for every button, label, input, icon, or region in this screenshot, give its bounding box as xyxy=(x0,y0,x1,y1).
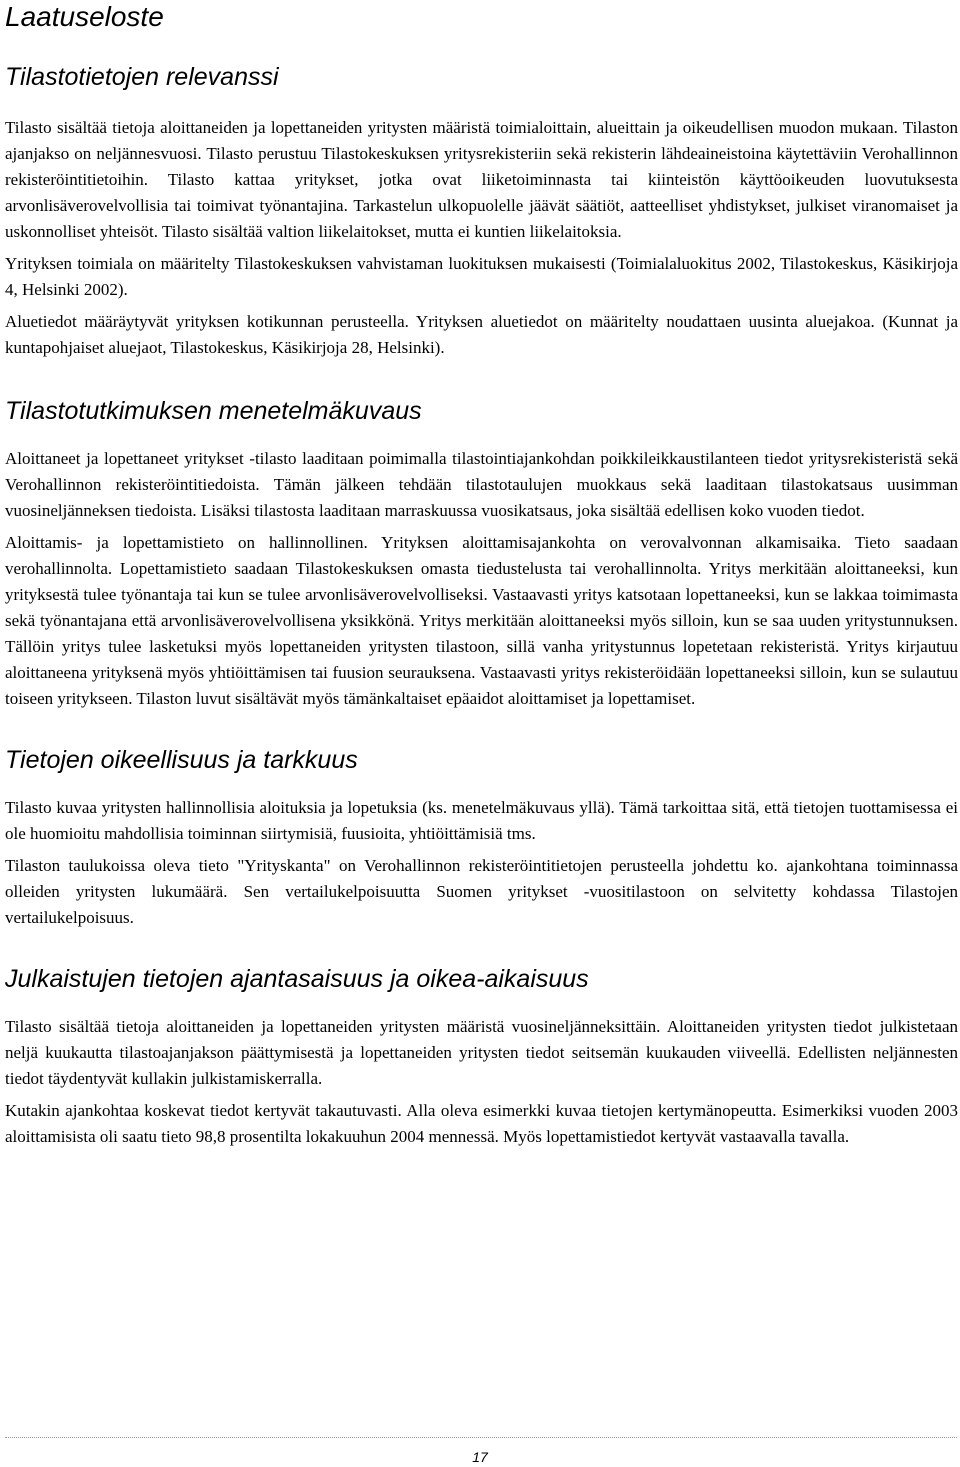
section-heading: Tietojen oikeellisuus ja tarkkuus xyxy=(5,746,358,774)
section-timeliness xyxy=(5,964,958,1150)
document-page xyxy=(5,0,958,1150)
paragraph: Tilasto sisältää tietoja aloittaneiden ja lopettaneiden yritysten määristä vuosineljänneksittäin. Aloittaneiden yritysten tiedot julkistetaan neljä kuukautta tilastoajanjakson päättymisestä ja lopettaneiden yritysten tiedot seitsemän kuukauden viiveellä. Edellisten neljännesten tiedot täydentyvät kullakin julkistamiskerralla. xyxy=(5,1017,958,1088)
paragraph: Tilasto sisältää tietoja aloittaneiden ja lopettaneiden yritysten määristä toimialoittain, alueittain ja oikeudellisen muodon mukaan. Tilaston ajanjakso on neljännesvuosi. Tilasto perustuu Tilastokeskuksen yritysrekisteriin sekä rekisterin lähdeaineistoina käytettäviin Verohallinnon rekisteröintitietoihin. Tilasto kattaa yritykset, jotka ovat liiketoiminnasta tai kiinteistön käyttöoikeuden luovutuksesta arvonlisäverovelvollisia tai toimivat työnantajina. Tarkastelun ulkopuolelle jäävät säätiöt, aatteelliset yhdistykset, julkiset viranomaiset ja uskonnolliset yhteisöt. Tilasto sisältää valtion liikelaitokset, mutta ei kuntien liikelaitoksia. xyxy=(5,118,958,241)
paragraph: Yrityksen toimiala on määritelty Tilastokeskuksen vahvistaman luokituksen mukaisesti (Toimialaluokitus 2002, Tilastokeskus, Käsikirjoja 4, Helsinki 2002). xyxy=(5,254,958,299)
section-heading: Julkaistujen tietojen ajantasaisuus ja oikea-aikaisuus xyxy=(5,965,589,993)
footer-divider xyxy=(5,1437,957,1438)
paragraph: Aloittaneet ja lopettaneet yritykset -tilasto laaditaan poimimalla tilastointiajankohdan poikkileikkaustilanteen tiedot yritysrekisteristä sekä Verohallinnon rekisteröintitiedoista. Tämän jälkeen tehdään tilastotaulujen muokkaus sekä laaditaan tilastokatsaus uusimman vuosineljänneksen tiedoista. Lisäksi tilastosta laaditaan marraskuussa vuosikatsaus, joka sisältää edellisen koko vuoden tiedot. xyxy=(5,449,958,520)
paragraph: Tilasto kuvaa yritysten hallinnollisia aloituksia ja lopetuksia (ks. menetelmäkuvaus yllä). Tämä tarkoittaa sitä, että tietojen tuottamisessa ei ole huomioitu mahdollisia toiminnan siirtymisiä, fuusioita, yhtiöittämisiä tms. xyxy=(5,798,958,843)
section-relevance xyxy=(5,62,958,361)
paragraph: Kutakin ajankohtaa koskevat tiedot kertyvät takautuvasti. Alla oleva esimerkki kuvaa tietojen kertymänopeutta. Esimerkiksi vuoden 2003 aloittamisista oli saatu tieto 98,8 prosentilta lokakuuhun 2004 mennessä. Myös lopettamistiedot kertyvät vastaavalla tavalla. xyxy=(5,1101,958,1146)
page-number: 17 xyxy=(472,1449,488,1465)
paragraph: Aluetiedot määräytyvät yrityksen kotikunnan perusteella. Yrityksen aluetiedot on määritelty noudattaen uusinta aluejakoa. (Kunnat ja kuntapohjaiset aluejaot, Tilastokeskus, Käsikirjoja 28, Helsinki). xyxy=(5,312,958,357)
paragraph: Aloittamis- ja lopettamistieto on hallinnollinen. Yrityksen aloittamisajankohta on verovalvonnan alkamisaika. Tieto saadaan verohallinnolta. Lopettamistieto saadaan Tilastokeskuksen omasta tiedustelusta tai verohallinnolta. Yritys merkitään aloittaneeksi, kun yrityksestä tulee työnantaja tai kun se tulee arvonlisäverovelvolliseksi. Vastaavasti yritys katsotaan lopettaneeksi, kun se lakkaa toimimasta sekä työnantajana että arvonlisäverovelvollisena yksikkönä. Yritys merkitään aloittaneeksi myös silloin, kun se saa uuden yritystunnuksen. Tällöin yritys tulee lasketuksi myös lopettaneiden yritysten tilastoon, sillä vanha yritystunnus lopetetaan rekisteristä. Yritys kirjautuu aloittaneena yrityksenä myös yhtiöittämisen tai fuusion seurauksena. Vastaavasti yritys rekisteröidään lopettaneeksi silloin, kun se sulautuu toiseen yritykseen. Tilaston luvut sisältävät myös tämänkaltaiset epäaidot aloittamiset ja lopettamiset. xyxy=(5,533,958,708)
section-accuracy xyxy=(5,745,958,931)
section-heading: Tilastotietojen relevanssi xyxy=(5,63,279,91)
paragraph: Tilaston taulukoissa oleva tieto "Yrityskanta" on Verohallinnon rekisteröintitietojen perusteella johdettu ko. ajankohtana toiminnassa olleiden yritysten lukumäärä. Sen vertailukelpoisuutta Suomen yritykset -vuositilastoon on selvitetty kohdassa Tilastojen vertailukelpoisuus. xyxy=(5,856,958,927)
section-heading: Tilastotutkimuksen menetelmäkuvaus xyxy=(5,397,422,425)
page-title: Laatuseloste xyxy=(5,1,164,32)
section-methodology xyxy=(5,396,958,712)
